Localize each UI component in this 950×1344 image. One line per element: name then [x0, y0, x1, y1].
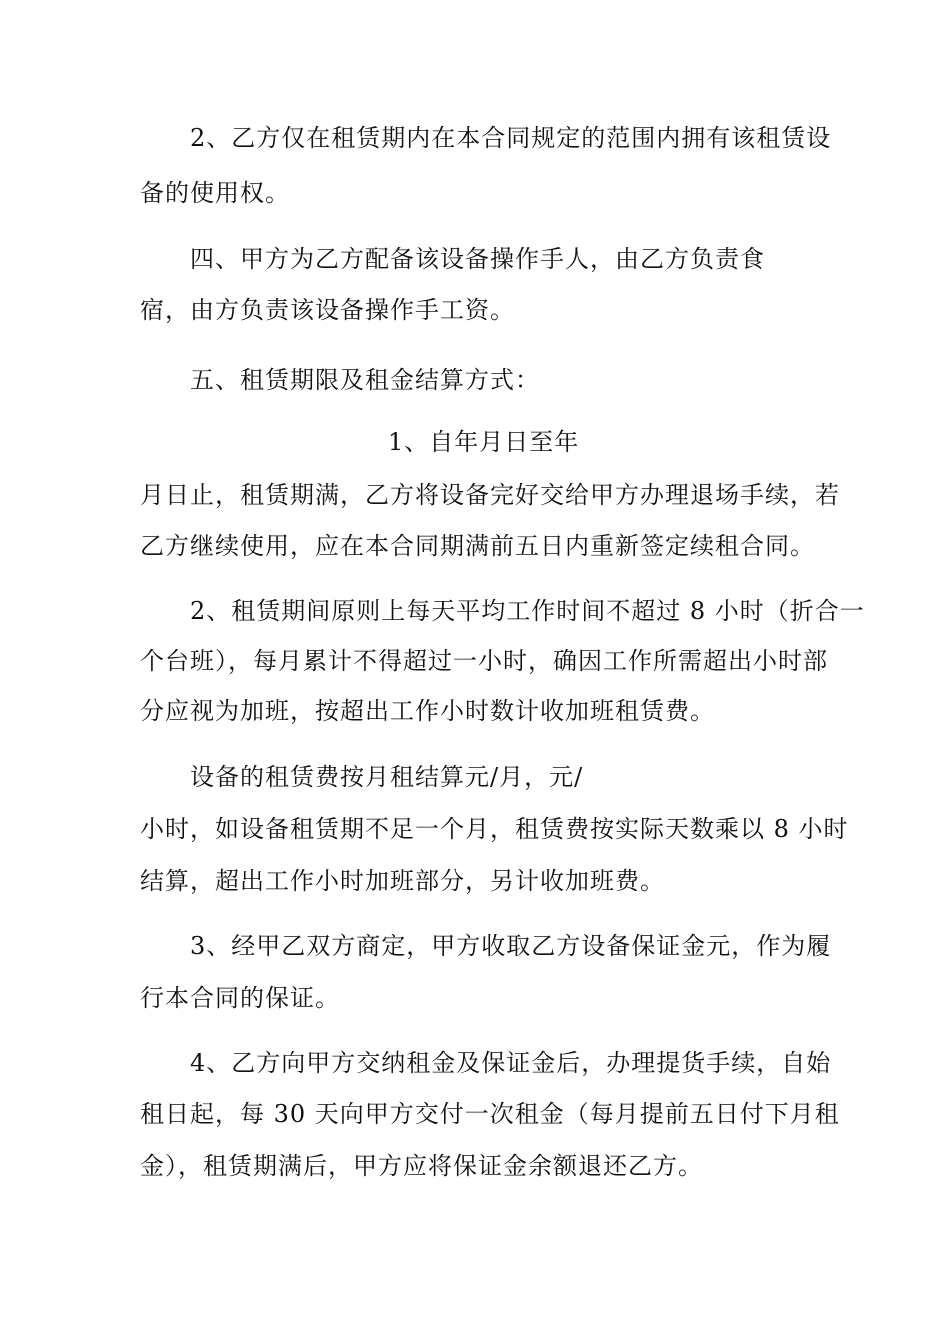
item-3-line-2: 行本合同的保证。 — [140, 984, 340, 1012]
item-1-line-1: 1、自年月日至年 — [388, 428, 580, 456]
item-2-line-3: 分应视为加班，按超出工作小时数计收加班租赁费。 — [140, 697, 715, 725]
paragraph-2-line-2: 备的使用权。 — [140, 179, 290, 207]
rental-fee-line-3: 结算，超出工作小时加班部分，另计收加班费。 — [140, 867, 665, 895]
section-5-heading: 五、租赁期限及租金结算方式： — [190, 366, 540, 394]
item-1-line-3: 乙方继续使用，应在本合同期满前五日内重新签定续租合同。 — [140, 532, 815, 560]
item-2-line-2: 个台班），每月累计不得超过一小时，确因工作所需超出小时部 — [140, 647, 828, 675]
section-4-line-2: 宿，由方负责该设备操作手工资。 — [140, 296, 515, 324]
item-1-line-2: 月日止，租赁期满，乙方将设备完好交给甲方办理退场手续，若 — [140, 481, 840, 509]
item-4-line-3: 金），租赁期满后，甲方应将保证金余额退还乙方。 — [140, 1152, 703, 1180]
paragraph-2-line-1: 2、乙方仅在租赁期内在本合同规定的范围内拥有该租赁设 — [190, 124, 832, 152]
item-3-line-1: 3、经甲乙双方商定，甲方收取乙方设备保证金元，作为履 — [190, 932, 832, 960]
item-2-line-1: 2、租赁期间原则上每天平均工作时间不超过 8 小时（折合一 — [190, 597, 865, 625]
section-4-line-1: 四、甲方为乙方配备该设备操作手人，由乙方负责食 — [190, 245, 765, 273]
rental-fee-line-2: 小时，如设备租赁期不足一个月，租赁费按实际天数乘以 8 小时 — [140, 815, 849, 843]
rental-fee-line-1: 设备的租赁费按月租结算元/月，元/ — [190, 763, 584, 791]
item-4-line-2: 租日起，每 30 天向甲方交付一次租金（每月提前五日付下月租 — [140, 1100, 840, 1128]
item-4-line-1: 4、乙方向甲方交纳租金及保证金后，办理提货手续，自始 — [190, 1049, 832, 1077]
